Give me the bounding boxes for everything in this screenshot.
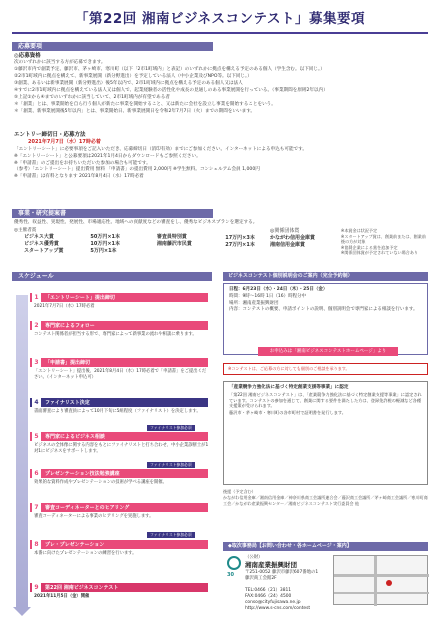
organization-block (245, 555, 325, 582)
outline-item-5: ⑤上記①から④までのいずれかに該当していて、2市1町域内が有望である者 (14, 94, 170, 100)
award-amount-4: 17万円×3本 (225, 235, 255, 242)
outline-item-3: ③創業、あるいは新事業展開（新分野進出）後5年以内で、2市1町域内に拠点を構える予定のある個人又は法人 (14, 81, 243, 87)
award-main (14, 228, 217, 256)
award-name-5: 湘南藤沢市民賞 (156, 241, 192, 248)
schedule-step-1 (30, 293, 208, 302)
step-label-2: 専門家によるフォロー (45, 323, 95, 329)
certification-extra: 藤沢市・茅ヶ崎市・寒川町の各市町村で証明書を発行します。 (229, 409, 346, 415)
outline-block (14, 53, 428, 115)
section-head-briefing (223, 272, 428, 281)
entry-heading: エントリー締切日・応募方法 (14, 132, 86, 138)
organization-address-1: 〒251-0052 藤沢市藤沢607番地の1 (245, 569, 319, 575)
step-body-3: 「エントリーシート」提出後、2021年8月4日（水）17時必着で「申請書」をご提出ください。（インターネット申込可） (34, 369, 207, 380)
step-body-1: 2021年7月7日（水）17時必着 (34, 304, 95, 309)
award-note-3: ※協賛企業による賞を追加予定 (340, 244, 398, 250)
organization-prefix: （公財） (245, 555, 263, 560)
award-note-2: ※スタートアップ賞は、創業前または、創業前後の方が対象 (340, 233, 426, 245)
step-number-5: 5 (32, 432, 41, 441)
award-related-2: 湘南信用金庫賞 (270, 241, 306, 248)
outline-note-2: ＊「創業、新事業展開後5年以内」とは、事業開始日、新事業展開日を令和2年7月7日（火）までの期間をいいます。 (14, 108, 256, 114)
finalist-tag-2: ファイナリスト参加必須 (147, 462, 195, 468)
award-related-1: かながわ信用金庫賞 (270, 234, 316, 241)
step-label-6: プレゼンテーション技法勉強講座 (45, 471, 120, 477)
step-number-6: 6 (32, 469, 41, 478)
step-number-4: 4 (32, 398, 41, 407)
outline-intro: 次のいずれかに該当する方が応募できます。 (14, 60, 106, 66)
entry-line-1: 「エントリーシート」に必要事項をご記入いただき、応募締切日（消印有効）までにご参加ください。インターネットによる申込も可能です。 (14, 146, 307, 152)
schedule-step-9 (30, 583, 208, 592)
project-block (14, 220, 428, 256)
award-note-1: ※本賞金は状況予定 (340, 228, 378, 234)
step-label-8: プレ・プレゼンテーション (45, 542, 105, 548)
entry-line-3: ※「申請書」のご提出をお持ちいただいた参加の場合も可能です。 (14, 160, 151, 166)
schedule-step-2 (30, 321, 208, 330)
finalist-tag-1: ファイナリスト参加必須 (147, 425, 195, 431)
briefing-time: 時間：9時～16時 1日（16）時程分中 (229, 293, 307, 299)
award-head-right: ◎関係団体賞 (270, 228, 300, 235)
title-wrap (0, 10, 440, 28)
section-head-outline (12, 42, 213, 51)
award-name-2: ビジネス優秀賞 (24, 241, 59, 248)
step-label-7: 審査コーディネーターとのヒアリング (45, 505, 130, 511)
step-label-3: 「申請書」提出締切 (45, 360, 91, 366)
entry-deadline: 2021年7月7日（水）17時必着 (28, 139, 101, 146)
step-label-5: 専門家によるビジネス相談 (45, 434, 105, 440)
section-head-briefing-label: ビジネスコンテスト個別説明会のご案内（完全予約制） (228, 273, 353, 279)
schedule-step-6 (30, 469, 208, 478)
contact-web[interactable]: http://www.s-cns.com/contest (245, 605, 311, 611)
step-body-9: 2021年11月5日（金）開催 (34, 594, 90, 599)
entry-line-2: ※「エントリーシート」と公募要項は2021年1月4日からダウンロードもご参照ください。 (14, 153, 201, 159)
outline-heading: ◎応募資格 (14, 53, 41, 59)
step-body-6: 効果的な資料作成やプレゼンテーションの技術が学べる講座を開催。 (34, 480, 167, 485)
award-amounts-right (225, 228, 262, 256)
award-grid-1 (14, 234, 217, 254)
briefing-apply-button[interactable]: お申込みは「湘南ビジネスコンテストホームページ」より (258, 347, 398, 356)
schedule-step-4 (30, 398, 208, 407)
section-head-contact (223, 542, 428, 551)
project-intro: 優秀性、収益性、実現性、発展性、市場適応性、地域への貢献度などの審査をし、優秀なビジネスプランを選定する。 (14, 220, 258, 225)
contact-tel: TEL:0466（21）3811 (245, 588, 292, 593)
section-head-schedule (12, 272, 212, 281)
step-label-4: ファイナリスト決定 (45, 400, 90, 406)
step-label-9: 第22回 湘南ビジネスコンテスト (45, 585, 119, 591)
step-body-5: ビジネスの全体像に関する内容をもとにファイナリストと打ち合わせ、中小企業診断士が1対1にビジネスをサポートします。 (34, 443, 209, 454)
section-head-schedule-label: スケジュール (18, 273, 54, 280)
step-number-7: 7 (32, 503, 41, 512)
step-number-3: 3 (32, 358, 41, 367)
award-head-left: ◎主催者賞 (14, 228, 37, 234)
section-head-outline-label: 応募要項 (18, 43, 43, 50)
briefing-place: 場所：湘南産業振興財団 (229, 300, 279, 306)
entry-block (14, 132, 428, 181)
organization-address-2: 藤沢商工会館2F (245, 575, 277, 581)
award-area (14, 228, 428, 256)
step-body-2: コンテスト関係者が担当する形で、専門家によって新事業の流れや相談に乗ります。 (34, 332, 197, 337)
step-label-1: 「エントリーシート」提出締切 (45, 295, 115, 301)
award-name-4: 審査員特別賞 (156, 234, 187, 241)
step-body-8: 本番に向けたプレゼンテーションの練習を行います。 (34, 551, 137, 556)
step-number-2: 2 (32, 321, 41, 330)
contact-fax: FAX:0466（24）4500 (245, 593, 292, 599)
title-rule (12, 32, 428, 34)
certification-body: 「第22回 湘南ビジネスコンテスト」は、「産業競争力強化法に基づく特定創業支援等事業」に認定されています。コンテストの参加を通じて、創業に関する要件を満たした方は、登録免許税の軽減など各種支援策が受けられます。 (229, 391, 422, 409)
page-title: 「第22回 湘南ビジネスコンテスト」募集要項 (74, 11, 366, 27)
sponsor-label: 後援（予定含む） (223, 489, 256, 494)
schedule-arrow (16, 295, 28, 608)
entry-line-4: （参考）「エントリーシート」提出費用 無料 「申請書」の提出費用 2,000円 ※学生無料。コンシェルアム会員 1,000円 (14, 167, 260, 173)
section-head-contact-label: ◆取次事務局【お問い合わせ・各ホームページ・案内】 (228, 543, 352, 549)
contact-mail[interactable]: conso@cityfujisawa.ne.jp (245, 599, 301, 605)
step-number-8: 8 (32, 540, 41, 549)
map-road-horizontal (334, 574, 429, 577)
schedule-step-3 (30, 358, 208, 367)
schedule-step-7 (30, 503, 208, 512)
entry-line-5: ※「申請書」は有料となります 2021年8月4日（水）17時必着 (14, 174, 144, 180)
outline-item-4: ④すでに2市1町域内に拠点を構えている法人又は個人で、起業経験者の活性化や成長の見通しのある事業展開を行っている。（事業期間を原則2年以内） (14, 87, 328, 93)
briefing-alert: ※コンテストは、ご応募の方に対しても個別のご相談を承ります。 (223, 363, 428, 375)
award-related (270, 228, 333, 256)
map-location-marker (386, 580, 392, 586)
foundation-logo (227, 556, 241, 570)
award-amount-2: 10万円×1本 (90, 241, 121, 248)
briefing-content: 内容：コンテストの概要、申請ポイントの説明、個別説明会で専門家による相談を行います。 (229, 307, 418, 313)
outline-note-1: ＊「創業」とは、事業開始を自ら行う個人が新たに事業を開始すること、又は新たに会社を設立し事業を開始することをいう。 (14, 101, 276, 107)
map-road-vertical (374, 556, 377, 606)
award-name-1: ビジネス大賞 (24, 234, 54, 241)
briefing-date: 日程：6月23日（水）・24日（木）・25日（金） (229, 287, 328, 292)
finalist-tag-3: ファイナリスト参加必須 (147, 532, 195, 538)
step-number-9: 9 (32, 583, 41, 592)
award-amount-5: 27万円×1本 (225, 241, 255, 248)
schedule-step-8 (30, 540, 208, 549)
outline-item-2: ②2市1町域内に拠点を構えて、新事業展開（新分野進出）を予定している法人（中小企業及びNPO等。以下同じ。） (14, 74, 252, 80)
organization-name: 湘南産業振興財団 (245, 560, 297, 569)
foundation-logo-text: 30 (227, 572, 234, 578)
award-name-3: スタートアップ賞 (24, 247, 64, 254)
section-head-project-label: 事業・研究提案書 (18, 210, 67, 217)
access-map (333, 555, 428, 605)
step-body-7: 審査コーディネーターによる事業のヒアリングを実施します。 (34, 514, 154, 519)
certification-lead: 「産業競争力強化法に基づく特定創業支援等事業」に認定 (229, 385, 349, 390)
briefing-box (223, 283, 428, 355)
award-amount-1: 50万円×1本 (90, 234, 121, 241)
award-amount-3: 5万円×1本 (90, 247, 117, 254)
sponsor-block (223, 489, 428, 507)
step-body-4: 書面審査により審査員によって10月下旬に5組程度（ファイナリスト）を決定します。 (34, 409, 201, 414)
map-road-lower (334, 592, 429, 594)
certification-box (223, 381, 428, 485)
schedule-step-5 (30, 432, 208, 441)
section-head-project (12, 209, 213, 218)
step-number-1: 1 (32, 293, 41, 302)
award-note-4: ※関係団体賞が予定されていない場合あり (340, 250, 419, 256)
sponsor-text: かながわ信用金庫／湘南信用金庫／神奈川県商工会議所連合会／藤沢商工会議所／茅ヶ崎商工会議所／寒川町商工会／かながわ産業振興センター／湘南ビジネスコンテスト実行委員会 他 (223, 495, 428, 506)
award-notes (341, 228, 428, 256)
outline-item-1: ①藤沢市内で創業予定、藤沢市、茅ヶ崎市、寒川町（以下「2市1町域内」と表記）のいずれかに拠点を構える予定のある個人（学生含む。以下同じ。） (14, 67, 325, 73)
